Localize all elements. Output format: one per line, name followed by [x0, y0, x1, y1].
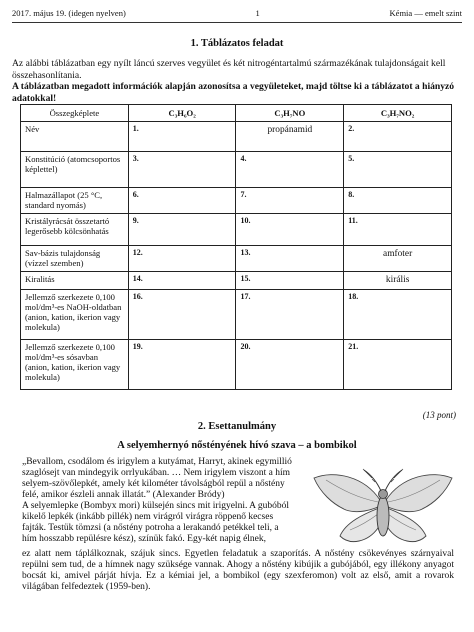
story-top: [22, 457, 292, 545]
answer-cell[interactable]: [128, 246, 236, 272]
table-row: [21, 340, 452, 390]
answer-cell[interactable]: [344, 122, 452, 152]
item-number: 18.: [348, 292, 359, 301]
answer-cell[interactable]: [344, 340, 452, 390]
header-page-number: 1: [255, 8, 260, 18]
item-number: 2.: [348, 124, 355, 133]
page-header: [12, 7, 462, 19]
story-bottom: [22, 549, 454, 593]
item-number: 8.: [348, 190, 355, 199]
answer-cell[interactable]: [236, 188, 344, 214]
item-number: 1.: [132, 124, 139, 133]
section1-title: 1. Táblázatos feladat: [190, 38, 284, 49]
header-left: 2017. május 19. (idegen nyelven): [12, 8, 126, 18]
header-rule: [12, 22, 462, 23]
table-row: [21, 152, 452, 188]
item-number: 4.: [240, 154, 247, 163]
answer-cell[interactable]: [128, 340, 236, 390]
header-cell-compound: C₃H₆O₂: [128, 105, 236, 122]
row-label: Konstitúció (atomcsoportos képlettel): [21, 152, 129, 188]
row-label: Jellemző szerkezete 0,100 mol/dm³-es sósavban (anion, kation, ikerion vagy molekula): [21, 340, 129, 390]
quote-paragraph: „Bevallom, csodálom és irigylem a kutyámat, Harryt, akinek egymillió szaglósejt van mindegyik orrlyukában. … Nem irigylem viszont a hím selyem-szövőlepkét, amely két kilométer távolságból repül a nőstény felé, amikor észleli annak illatát.” (Alexander Bródy): [22, 457, 292, 500]
answer-cell[interactable]: [236, 290, 344, 340]
answer-cell[interactable]: [128, 290, 236, 340]
item-number: 13.: [240, 248, 251, 257]
item-number: 6.: [132, 190, 139, 199]
item-number: 12.: [132, 248, 143, 257]
answer-cell[interactable]: [344, 188, 452, 214]
given-value: amfoter: [383, 249, 413, 259]
answer-cell[interactable]: [236, 272, 344, 290]
answer-cell[interactable]: [344, 290, 452, 340]
item-number: 17.: [240, 292, 251, 301]
row-label: Halmazállapot (25 °C, standard nyomás): [21, 188, 129, 214]
answer-cell[interactable]: [128, 272, 236, 290]
answer-cell[interactable]: [128, 214, 236, 246]
story-paragraph-2: ez alatt nem táplálkoznak, szájuk sincs. Egyetlen feladatuk a szaporítás. A nőstény csökevényes szárnyaival repülni sem tud, de a hímnek nagy szüksége vannak. Ahogy a nőstény kibújik a gubójából, egy illékony anyagot bocsát ki, amivel párját hívja. Ez a kémiai jel, a bombikol (egy szexferomon) volt az első, amit a rovarok világában felfedeztek (1959-ben).: [22, 549, 454, 592]
item-number: 7.: [240, 190, 247, 199]
answer-cell[interactable]: [128, 122, 236, 152]
answer-cell[interactable]: [344, 272, 452, 290]
item-number: 11.: [348, 216, 358, 225]
story-paragraph-1: A selyemlepke (Bombyx mori) külsején sincs mit irigyelni. A gubóból kikelő lepkék (inkább pillék) nem virágról virágra röppenő kecses fajták. Testük tömzsi (a nőstény potroha a lerakandó petékkel teli, a hím hosszabb repülésre kész), színük fakó. Egy-két napig élnek,: [22, 501, 290, 544]
answer-cell[interactable]: [128, 152, 236, 188]
row-label: Név: [21, 122, 129, 152]
header-cell-compound: C₃H₇NO₂: [344, 105, 452, 122]
section2-title: 2. Esettanulmány: [197, 421, 277, 432]
header-right: Kémia — emelt szint: [389, 8, 462, 18]
row-label: Jellemző szerkezete 0,100 mol/dm³-es NaOH-oldatban (anion, kation, ikerion vagy molekula): [21, 290, 129, 340]
answer-cell[interactable]: [236, 340, 344, 390]
item-number: 19.: [132, 342, 143, 351]
table-header-row: [21, 105, 452, 122]
given-value: propánamid: [267, 125, 313, 135]
row-label: Sav-bázis tulajdonság (vízzel szemben): [21, 246, 129, 272]
row-label: Kiralitás: [21, 272, 129, 290]
answer-cell[interactable]: [344, 246, 452, 272]
answer-cell[interactable]: [236, 214, 344, 246]
item-number: 14.: [132, 274, 143, 283]
section1-intro: [12, 58, 462, 104]
item-number: 21.: [348, 342, 359, 351]
points-label: (13 pont): [422, 410, 456, 420]
item-number: 15.: [240, 274, 251, 283]
answer-cell[interactable]: [344, 152, 452, 188]
item-number: 10.: [240, 216, 251, 225]
table-row: [21, 214, 452, 246]
table-row: [21, 290, 452, 340]
intro-line-1: Az alábbi táblázatban egy nyílt láncú szerves vegyület és két nitrogéntartalmú származékának tulajdonságait kell összehasonlítania.: [12, 58, 446, 81]
answer-cell[interactable]: [236, 122, 344, 152]
table-row: [21, 188, 452, 214]
item-number: 16.: [132, 292, 143, 301]
item-number: 9.: [132, 216, 139, 225]
table-row: [21, 246, 452, 272]
answer-cell[interactable]: [236, 246, 344, 272]
item-number: 5.: [348, 154, 355, 163]
intro-line-2: A táblázatban megadott információk alapján azonosítsa a vegyületeket, majd töltse ki a táblázatot a hiányzó adatokkal!: [12, 81, 455, 104]
row-label: Kristályrácsát összetartó legerősebb kölcsönhatás: [21, 214, 129, 246]
answer-cell[interactable]: [236, 152, 344, 188]
header-cell-compound: C₃H₇NO: [236, 105, 344, 122]
answer-cell[interactable]: [128, 188, 236, 214]
table-row: [21, 122, 452, 152]
answer-cell[interactable]: [344, 214, 452, 246]
given-value: királis: [385, 275, 410, 285]
item-number: 3.: [132, 154, 139, 163]
section2-subtitle: A selyemhernyó nőstényének hívó szava – a bombikol: [117, 440, 357, 451]
table-row: [21, 272, 452, 290]
header-cell-formula: Összegképlete: [21, 105, 129, 122]
properties-table: [20, 104, 452, 390]
item-number: 20.: [240, 342, 251, 351]
